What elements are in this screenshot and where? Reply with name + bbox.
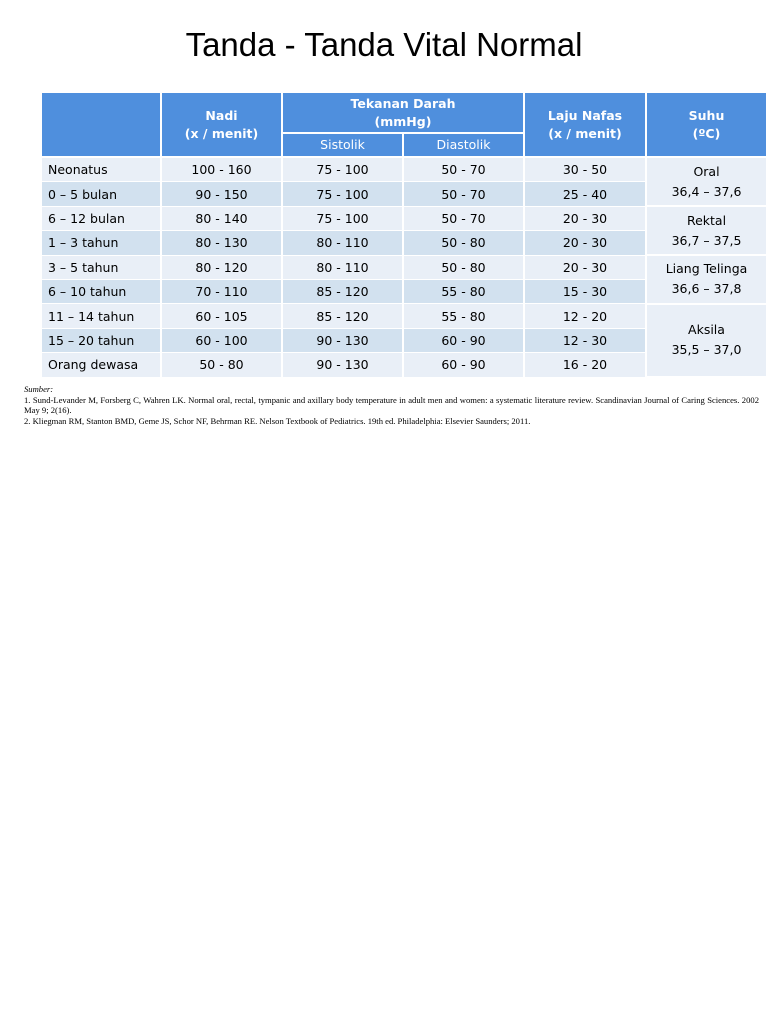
age-cell: 3 – 5 tahun	[41, 255, 161, 279]
nadi-cell: 80 - 120	[161, 255, 282, 279]
header-age	[41, 92, 161, 157]
nadi-cell: 50 - 80	[161, 353, 282, 377]
age-cell: 15 – 20 tahun	[41, 328, 161, 352]
sistolik-cell: 85 - 120	[282, 279, 403, 303]
header-nadi	[161, 92, 282, 157]
header-suhu	[646, 92, 767, 157]
suhu-cell-aksila	[646, 304, 767, 377]
diastolik-cell: 50 - 80	[403, 231, 524, 255]
age-cell: 6 – 10 tahun	[41, 279, 161, 303]
header-laju-nafas	[524, 92, 646, 157]
sistolik-cell: 80 - 110	[282, 231, 403, 255]
header-sistolik: Sistolik	[282, 133, 403, 157]
suhu-cell-rektal	[646, 206, 767, 255]
age-cell: 11 – 14 tahun	[41, 304, 161, 328]
nadi-cell: 60 - 100	[161, 328, 282, 352]
diastolik-cell: 55 - 80	[403, 279, 524, 303]
age-cell: 6 – 12 bulan	[41, 206, 161, 230]
suhu-site: Oral	[693, 163, 720, 179]
laju-cell: 12 - 30	[524, 328, 646, 352]
sources-label: Sumber:	[24, 384, 54, 394]
header-suhu-unit: (ºC)	[692, 125, 721, 141]
diastolik-cell: 50 - 70	[403, 206, 524, 230]
source-item-1: 1. Sund-Levander M, Forsberg C, Wahren LK. Normal oral, rectal, tympanic and axillary body temperature in adult men and women: a systematic literature review. Scandinavian Journal of Caring Sciences. 2002 May 9; 2(16).	[24, 394, 759, 416]
header-nadi-label: Nadi	[205, 107, 238, 123]
laju-cell: 15 - 30	[524, 279, 646, 303]
laju-cell: 12 - 20	[524, 304, 646, 328]
age-cell: 1 – 3 tahun	[41, 231, 161, 255]
diastolik-cell: 60 - 90	[403, 353, 524, 377]
table-row	[41, 304, 767, 328]
table-row	[41, 255, 767, 279]
nadi-cell: 90 - 150	[161, 182, 282, 206]
suhu-site: Aksila	[688, 322, 725, 338]
laju-cell: 25 - 40	[524, 182, 646, 206]
diastolik-cell: 50 - 70	[403, 157, 524, 182]
page-title: Tanda - Tanda Vital Normal	[185, 26, 583, 63]
nadi-cell: 60 - 105	[161, 304, 282, 328]
header-tekanan-label: Tekanan Darah	[350, 95, 456, 111]
suhu-site: Liang Telinga	[665, 261, 748, 277]
sistolik-cell: 75 - 100	[282, 157, 403, 182]
sistolik-cell: 80 - 110	[282, 255, 403, 279]
header-nadi-unit: (x / menit)	[184, 125, 259, 141]
header-laju-unit: (x / menit)	[548, 125, 622, 141]
suhu-range: 36,6 – 37,8	[671, 281, 742, 297]
nadi-cell: 80 - 130	[161, 231, 282, 255]
sistolik-cell: 75 - 100	[282, 182, 403, 206]
laju-cell: 30 - 50	[524, 157, 646, 182]
sistolik-cell: 85 - 120	[282, 304, 403, 328]
suhu-range: 35,5 – 37,0	[671, 342, 742, 358]
sistolik-cell: 90 - 130	[282, 328, 403, 352]
laju-cell: 16 - 20	[524, 353, 646, 377]
laju-cell: 20 - 30	[524, 206, 646, 230]
nadi-cell: 80 - 140	[161, 206, 282, 230]
nadi-cell: 70 - 110	[161, 279, 282, 303]
suhu-site: Rektal	[686, 212, 727, 228]
nadi-cell: 100 - 160	[161, 157, 282, 182]
laju-cell: 20 - 30	[524, 231, 646, 255]
sistolik-cell: 75 - 100	[282, 206, 403, 230]
sources-section	[24, 384, 759, 426]
header-laju-label: Laju Nafas	[547, 107, 623, 123]
suhu-range: 36,4 – 37,6	[671, 183, 742, 199]
header-suhu-label: Suhu	[688, 107, 725, 123]
header-diastolik: Diastolik	[403, 133, 524, 157]
diastolik-cell: 50 - 80	[403, 255, 524, 279]
header-tekanan-unit: (mmHg)	[374, 113, 432, 129]
table-row	[41, 206, 767, 230]
age-cell: Orang dewasa	[41, 353, 161, 377]
diastolik-cell: 55 - 80	[403, 304, 524, 328]
sistolik-cell: 90 - 130	[282, 353, 403, 377]
suhu-cell-liang-telinga	[646, 255, 767, 304]
diastolik-cell: 60 - 90	[403, 328, 524, 352]
header-tekanan-darah	[282, 92, 524, 133]
laju-cell: 20 - 30	[524, 255, 646, 279]
age-cell: Neonatus	[41, 157, 161, 182]
age-cell: 0 – 5 bulan	[41, 182, 161, 206]
vital-signs-table	[40, 91, 768, 378]
table-row	[41, 157, 767, 182]
suhu-range: 36,7 – 37,5	[671, 232, 742, 248]
diastolik-cell: 50 - 70	[403, 182, 524, 206]
suhu-cell-oral	[646, 157, 767, 206]
source-item-2: 2. Kliegman RM, Stanton BMD, Geme JS, Schor NF, Behrman RE. Nelson Textbook of Pediatrics. 19th ed. Philadelphia: Elsevier Saunders; 2011.	[24, 415, 531, 426]
